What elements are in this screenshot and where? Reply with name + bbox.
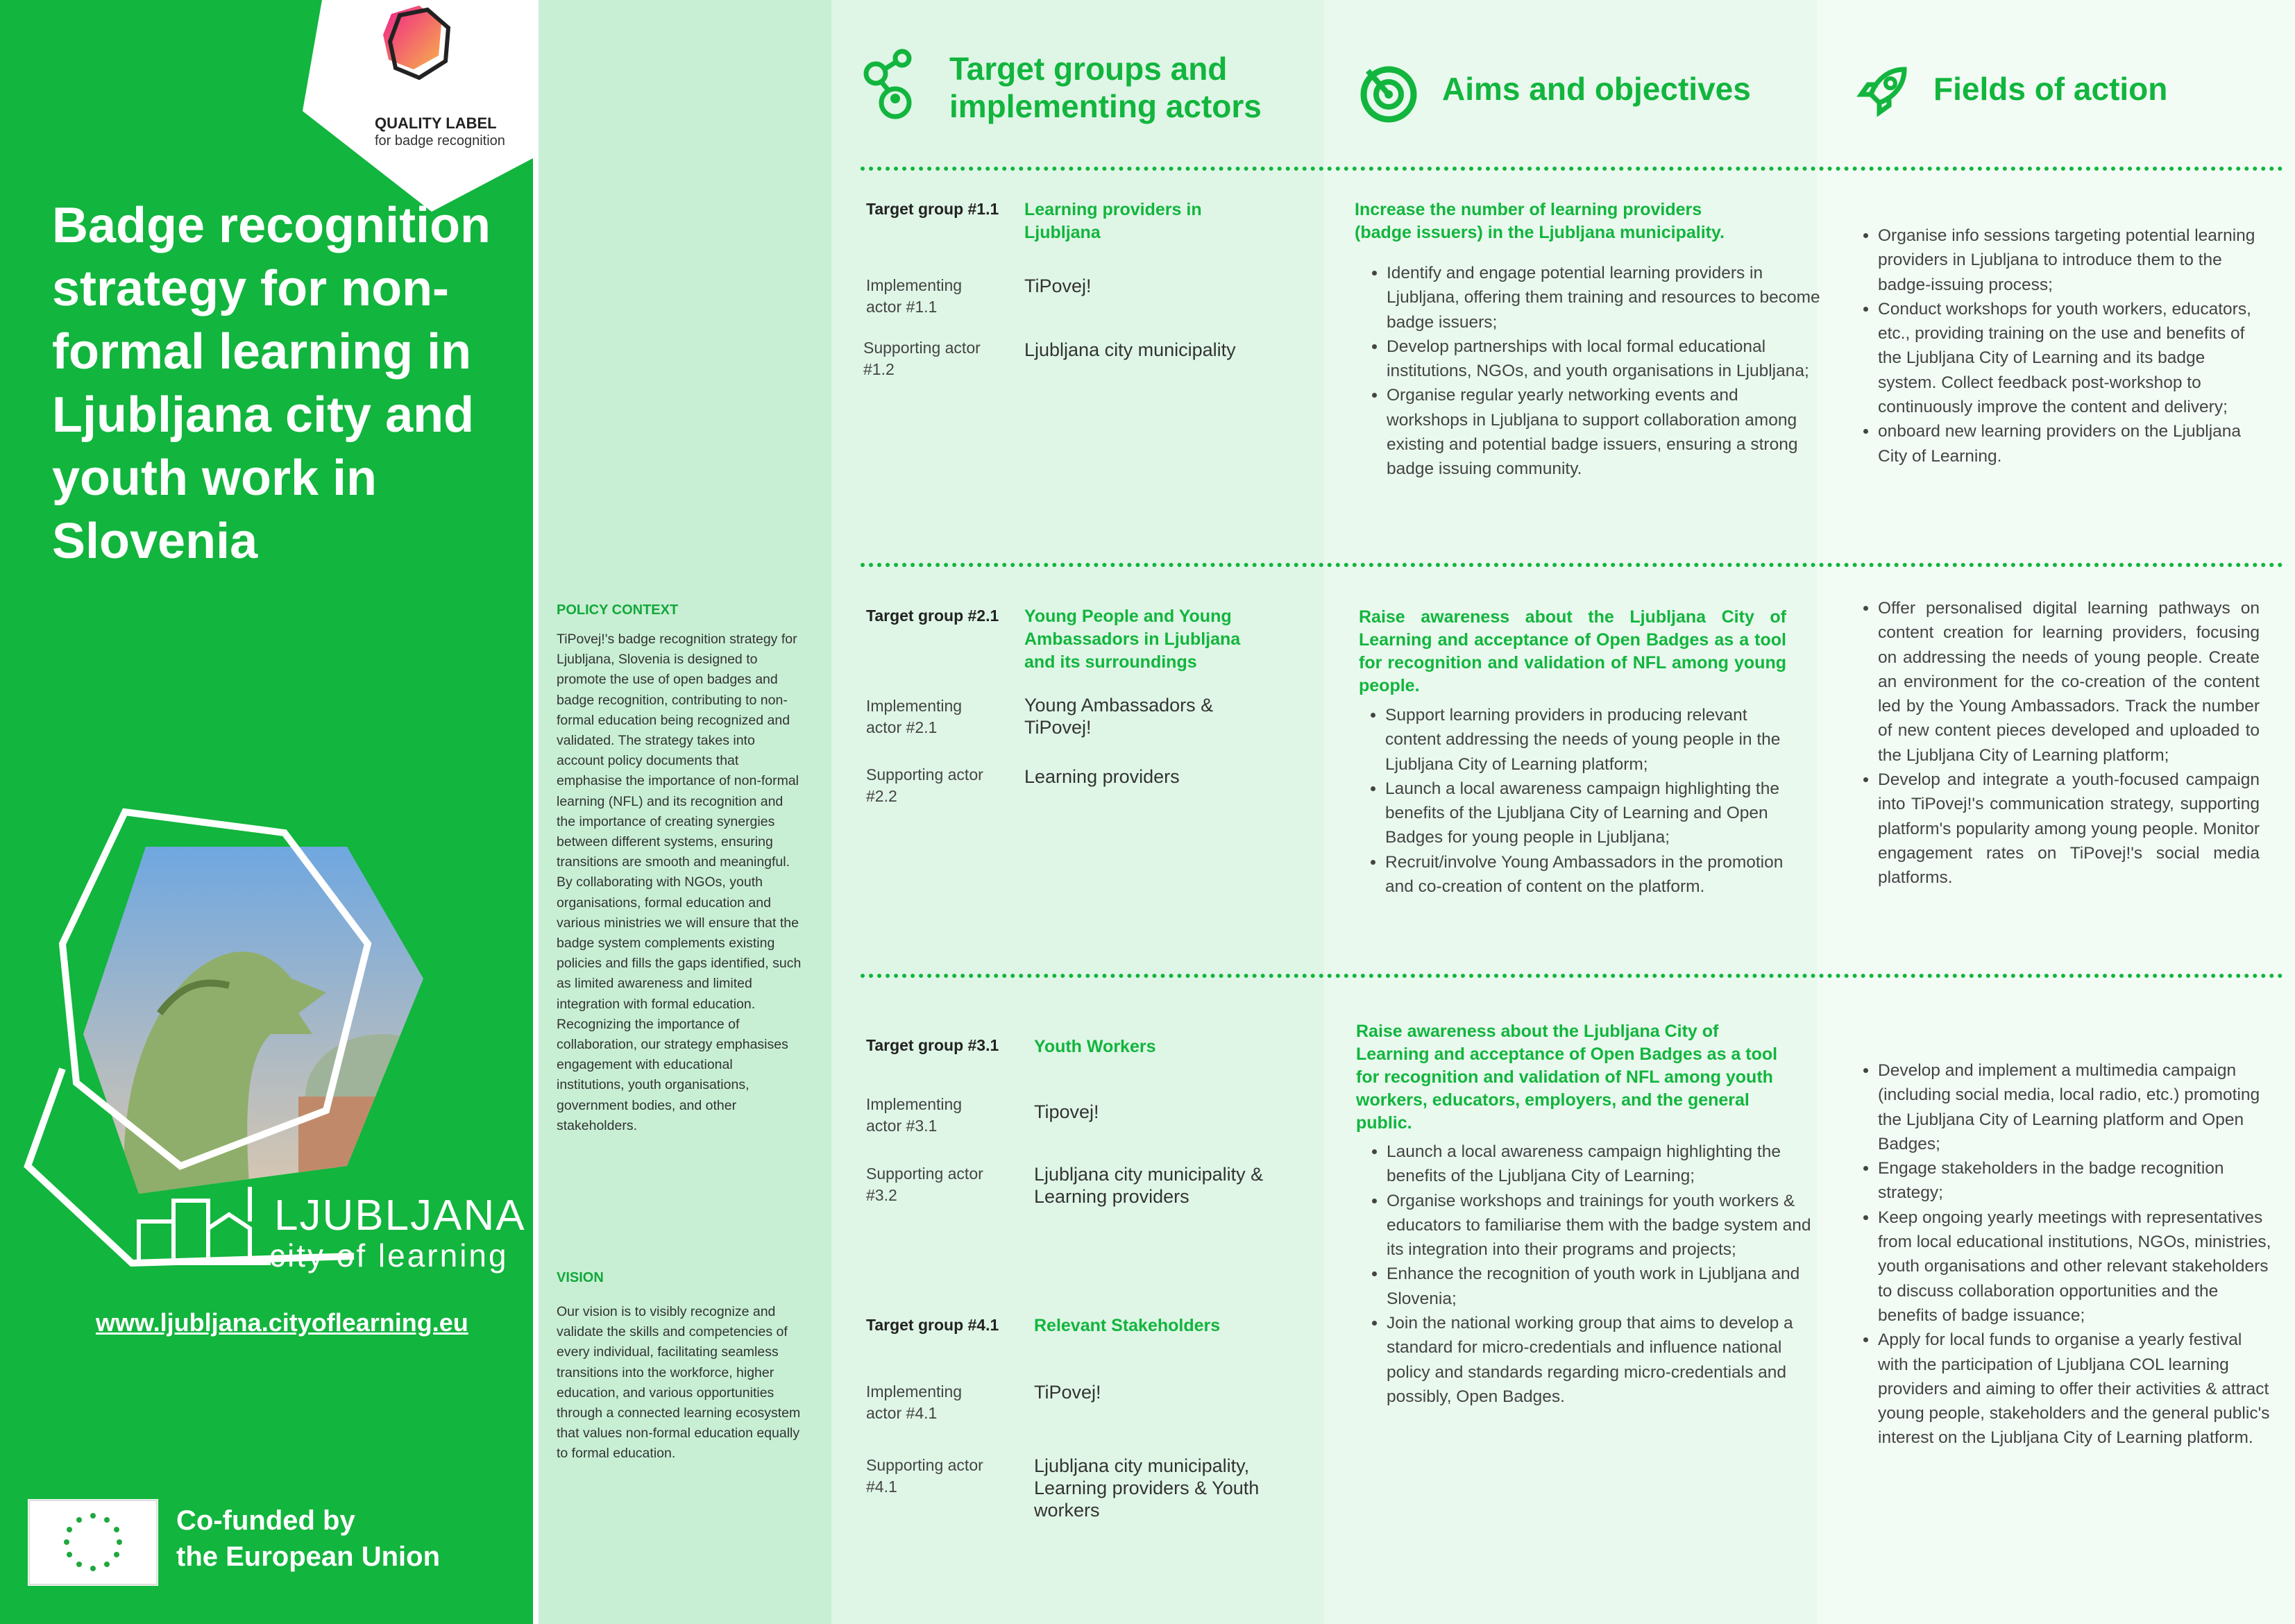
field-of-action-item: • Offer personalised digital learning pathways on content creation for learning providers, focusing on addressing the needs of young people. Create an environment for the co-creation of the content led by the Young Ambassadors. Track the number of new content pieces developed and uploaded to the Ljubljana City of Learning platform; <box>1878 596 2260 768</box>
target-group-label: Target group #1.1 <box>866 200 999 218</box>
field-of-action-item: • Apply for local funds to organise a yearly festival with the participation of Ljubljana COL learning providers and aiming to offer their activities & attract young people, stakeholders and the general public's interest on the Ljubljana City of Learning platform. <box>1878 1328 2273 1450</box>
aim-objectives-list <box>1356 1140 1817 1409</box>
field-of-action-item: • Organise info sessions targeting potential learning providers in Ljubljana to introduce them to the badge-issuing process; <box>1878 223 2267 297</box>
target-group-title: Youth Workers <box>1034 1037 1156 1056</box>
aim-objectives-list <box>1356 261 1824 482</box>
quality-label-badge <box>303 0 533 212</box>
implementing-actor-value: Tipovej! <box>1034 1101 1099 1122</box>
aim-objective: • Organise workshops and trainings for youth workers & educators to familiarise them with the badge system and its integration into their programs and projects; <box>1387 1189 1817 1262</box>
field-of-action-item: • Conduct workshops for youth workers, educators, etc., providing training on the use and benefits of the Ljubljana City of Learning and its badge system. Collect feedback post-workshop to continuously improve the content and delivery; <box>1878 297 2267 419</box>
quality-label-subtitle: for badge recognition <box>375 133 505 149</box>
implementing-actor-value: Young Ambassadors & TiPovej! <box>1024 695 1214 738</box>
supporting-actor-value: Learning providers <box>1024 766 1180 787</box>
implementing-actor-value: TiPovej! <box>1034 1382 1101 1403</box>
implementing-actor-value: TiPovej! <box>1024 276 1092 296</box>
main-title: Badge recognition strategy for non-formal learning in Ljubljana city and youth work in Slovenia <box>52 198 491 569</box>
aim-objective: • Launch a local awareness campaign highlighting the benefits of the Ljubljana City of Learning; <box>1387 1140 1817 1189</box>
aim-objective: • Support learning providers in producing relevant content addressing the needs of young people in the Ljubljana City of Learning platform; <box>1385 703 1802 777</box>
fields-of-action-list <box>1847 1058 2273 1450</box>
field-of-action-item: • Keep ongoing yearly meetings with representatives from local educational institutions, NGOs, ministries, youth organisations and other relevant stakeholders to discuss collaboration opportunities and the benefits of badge issuance; <box>1878 1206 2273 1328</box>
supporting-actor-value: Ljubljana city municipality, Learning providers & Youth workers <box>1034 1455 1260 1521</box>
vision-heading: VISION <box>557 1270 604 1285</box>
aim-objective: • Enhance the recognition of youth work in Ljubljana and Slovenia; <box>1387 1262 1817 1311</box>
supporting-actor-value: Ljubljana city municipality <box>1024 339 1236 360</box>
aim-title: Increase the number of learning providers (badge issuers) in the Ljubljana municipality. <box>1355 200 1725 242</box>
supporting-actor-label: Supporting actor #3.2 <box>866 1165 983 1204</box>
supporting-actor-label: Supporting actor #1.2 <box>863 339 981 378</box>
header-target-line2: implementing actors <box>949 88 1262 124</box>
implementing-actor-label: Implementing actor #3.1 <box>866 1095 963 1135</box>
target-group-label: Target group #2.1 <box>866 607 999 625</box>
header-target-line1: Target groups and <box>949 51 1228 87</box>
supporting-actor-value: Ljubljana city municipality & Learning providers <box>1034 1164 1264 1207</box>
eu-flag-icon <box>28 1499 158 1586</box>
policy-context-heading: POLICY CONTEXT <box>557 602 679 618</box>
target-group-title: Young People and Young Ambassadors in Ljubljana and its surroundings <box>1024 607 1241 672</box>
aim-objective: • Join the national working group that aims to develop a standard for micro-credentials and influence national policy and standards regarding micro-credentials and possibly, Open Badges. <box>1387 1311 1817 1409</box>
aim-objective: • Organise regular yearly networking events and workshops in Ljubljana to support collaboration among existing and potential badge issuers, ensuring a strong badge issuing community. <box>1387 383 1824 481</box>
website-link[interactable]: www.ljubljana.cityoflearning.eu <box>96 1308 468 1337</box>
eu-line2: the European Union <box>176 1541 440 1572</box>
field-of-action-item: • Develop and implement a multimedia campaign (including social media, local radio, etc.) promoting the Ljubljana City of Learning platform and Open Badges; <box>1878 1058 2273 1156</box>
policy-context-text: TiPovej!'s badge recognition strategy for Ljubljana, Slovenia is designed to promote the use of open badges and badge recognition, contributing to non-formal education being recognized and validated. The strategy takes into account policy documents that emphasise the importance of non-formal learning (NFL) and its recognition and the importance of creating synergies between different systems, ensuring transitions are smooth and meaningful. By collaborating with NGOs, youth organisations, formal education and various ministries we will ensure that the badge system complements existing policies and fills the gaps identified, such as limited awareness and limited integration with formal education. Recognizing the importance of collaboration, our strategy emphasises engagement with educational institutions, youth organisations, government bodies, and other stakeholders. <box>557 632 802 1133</box>
row-divider-1 <box>861 167 2283 171</box>
ljubljana-logo-word: LJUBLJANA <box>274 1192 526 1240</box>
field-of-action-item: • onboard new learning providers on the Ljubljana City of Learning. <box>1878 419 2267 468</box>
aim-title: Raise awareness about the Ljubljana City of Learning and acceptance of Open Badges as a tool for recognition and validation of NFL among young people. <box>1359 607 1786 695</box>
aim-objective: • Launch a local awareness campaign highlighting the benefits of the Ljubljana City of Learning and Open Badges for young people in Ljubljana; <box>1385 777 1802 850</box>
eu-cofunded-text <box>176 1503 440 1575</box>
target-group-label: Target group #4.1 <box>866 1316 999 1334</box>
rocket-icon <box>1854 64 1910 119</box>
target-group-title: Relevant Stakeholders <box>1034 1316 1221 1335</box>
aim-objective: • Recruit/involve Young Ambassadors in the promotion and co-creation of content on the platform. <box>1385 850 1802 899</box>
implementing-actor-label: Implementing actor #2.1 <box>866 697 963 736</box>
row-divider-2 <box>861 563 2283 567</box>
header-aims: Aims and objectives <box>1442 71 1751 107</box>
eu-line1: Co-funded by <box>176 1505 355 1536</box>
header-fields: Fields of action <box>1933 71 2168 107</box>
aim-title: Raise awareness about the Ljubljana City of Learning and acceptance of Open Badges as a tool for recognition and validation of NFL among youth workers, educators, employers, and the general public. <box>1356 1022 1778 1133</box>
aim-objective: • Develop partnerships with local formal educational institutions, NGOs, and youth organisations in Ljubljana; <box>1387 335 1824 384</box>
implementing-actor-label: Implementing actor #1.1 <box>866 276 963 316</box>
vision-text: Our vision is to visibly recognize and validate the skills and competencies of every individual, facilitating seamless transitions into the workforce, higher education, and various opportunities through a connected learning ecosystem that values non-formal education equally to formal education. <box>557 1304 801 1462</box>
target-group-title: Learning providers in Ljubljana <box>1024 200 1202 242</box>
implementing-actor-label: Implementing actor #4.1 <box>866 1382 963 1422</box>
ljubljana-logo-subtitle: city of learning <box>269 1237 509 1274</box>
fields-of-action-list <box>1847 223 2267 468</box>
header-target-groups <box>949 50 1262 125</box>
aim-objective: • Identify and engage potential learning providers in Ljubljana, offering them training and resources to become badge issuers; <box>1387 261 1824 335</box>
row-divider-3 <box>861 974 2283 978</box>
aim-objectives-list <box>1355 703 1802 899</box>
target-group-label: Target group #3.1 <box>866 1036 999 1054</box>
field-of-action-item: • Engage stakeholders in the badge recognition strategy; <box>1878 1156 2273 1206</box>
people-network-icon <box>861 47 919 119</box>
quality-label-title: QUALITY LABEL <box>375 115 497 132</box>
fields-of-action-list <box>1847 596 2260 890</box>
target-icon <box>1357 61 1421 125</box>
supporting-actor-label: Supporting actor #2.2 <box>866 766 983 805</box>
field-of-action-item: • Develop and integrate a youth-focused campaign into TiPovej!'s communication strategy, supporting platform's popularity among young people. Monitor engagement rates on TiPovej!'s social media platforms. <box>1878 768 2260 890</box>
supporting-actor-label: Supporting actor #4.1 <box>866 1456 983 1496</box>
